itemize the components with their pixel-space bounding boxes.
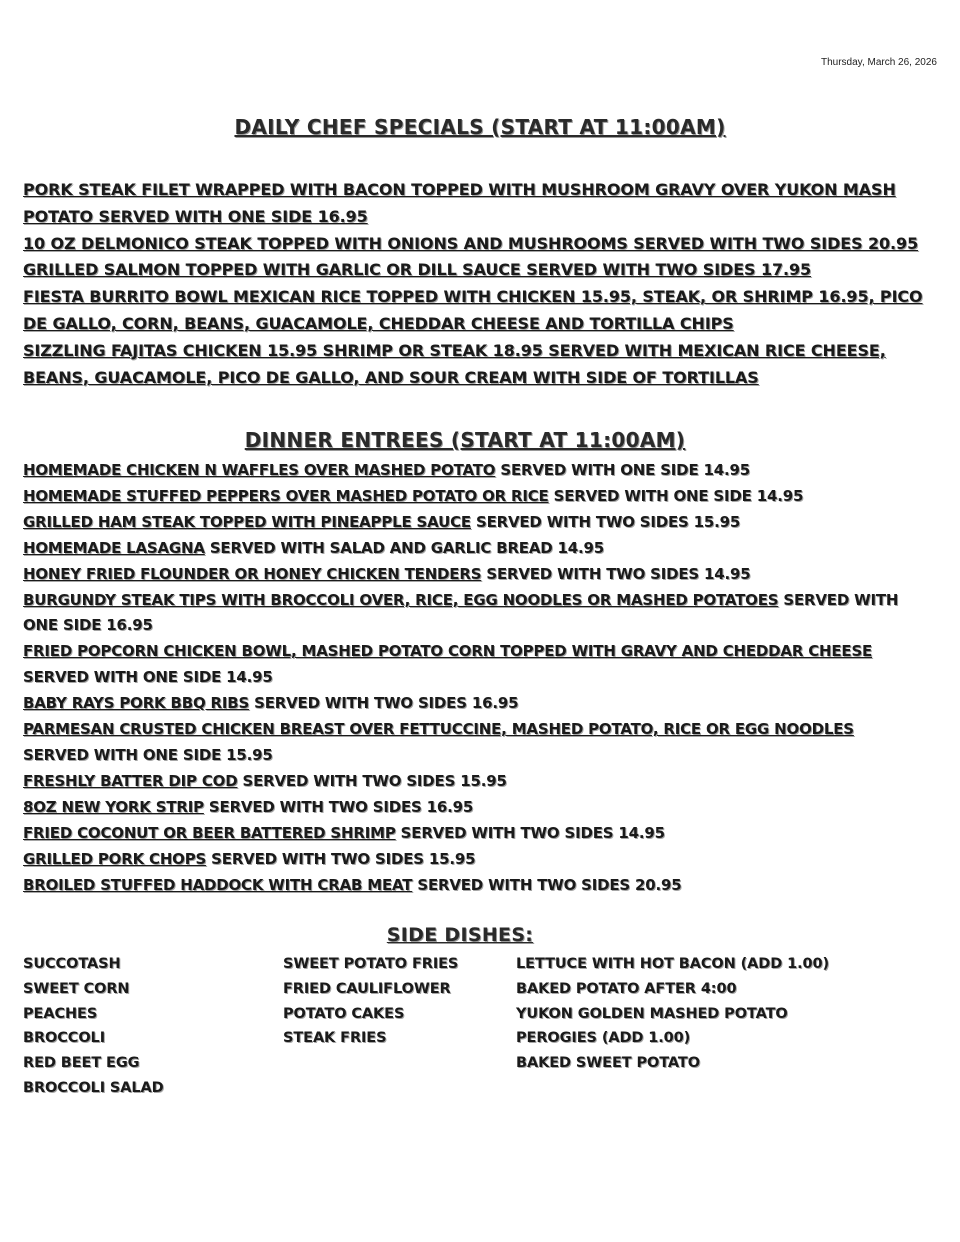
specials-heading: DAILY CHEF SPECIALS (START AT 11:00AM)	[234, 115, 726, 139]
dinner-item-name: HOMEMADE CHICKEN N WAFFLES OVER MASHED POTATO	[23, 461, 496, 479]
dinner-item	[23, 562, 903, 588]
side-item: BAKED POTATO AFTER 4:00	[516, 980, 737, 997]
dinner-item	[23, 769, 903, 795]
dinner-item-detail: SERVED WITH TWO SIDES 16.95	[249, 694, 519, 713]
dinner-item	[23, 484, 903, 510]
dinner-item	[23, 691, 903, 717]
side-item: PEACHES	[23, 1005, 98, 1022]
menu-date: Thursday, March 26, 2026	[821, 57, 937, 68]
sides-column-2	[283, 952, 458, 1051]
dinner-item-name: BURGUNDY STEAK TIPS WITH BROCCOLI OVER, RICE, EGG NOODLES OR MASHED POTATOES	[23, 590, 779, 609]
special-item: GRILLED SALMON TOPPED WITH GARLIC OR DILL SAUCE SERVED WITH TWO SIDES 17.95	[23, 260, 812, 280]
sides-column-3	[516, 952, 829, 1076]
dinner-item	[23, 639, 903, 691]
side-item: BAKED SWEET POTATO	[516, 1055, 700, 1072]
dinner-item-detail: SERVED WITH ONE SIDE 14.95	[495, 461, 750, 479]
sides-heading: SIDE DISHES:	[386, 924, 534, 946]
dinner-item	[23, 847, 903, 873]
dinner-item-name: 8OZ NEW YORK STRIP	[23, 797, 204, 816]
dinner-item	[23, 588, 903, 640]
sides-column-1	[23, 952, 164, 1101]
special-item: PORK STEAK FILET WRAPPED WITH BACON TOPPED WITH MUSHROOM GRAVY OVER YUKON MASH POTATO SERVED WITH ONE SIDE 16.95	[23, 180, 896, 226]
side-item: SUCCOTASH	[23, 956, 121, 972]
dinner-item-detail: SERVED WITH SALAD AND GARLIC BREAD 14.95	[204, 538, 604, 557]
side-item: BROCCOLI	[23, 1030, 105, 1047]
dinner-item-name: BROILED STUFFED HADDOCK WITH CRAB MEAT	[23, 875, 413, 894]
dinner-item-detail: SERVED WITH TWO SIDES 14.95	[481, 564, 751, 583]
special-item: FIESTA BURRITO BOWL MEXICAN RICE TOPPED WITH CHICKEN 15.95, STEAK, OR SHRIMP 16.95, PICO DE GALLO, CORN, BEANS, GUACAMOLE, CHEDDAR CHEESE AND TORTILLA CHIPS	[23, 287, 923, 333]
specials-list	[23, 177, 938, 391]
dinner-item-detail: SERVED WITH ONE SIDE 15.95	[23, 745, 273, 764]
special-item: SIZZLING FAJITAS CHICKEN 15.95 SHRIMP OR STEAK 18.95 SERVED WITH MEXICAN RICE CHEESE, BEANS, GUACAMOLE, PICO DE GALLO, AND SOUR CREAM WITH SIDE OF TORTILLAS	[23, 340, 886, 387]
dinner-heading: DINNER ENTREES (START AT 11:00AM)	[244, 428, 686, 452]
side-item: FRIED CAULIFLOWER	[283, 980, 451, 997]
side-item: YUKON GOLDEN MASHED POTATO	[516, 1005, 788, 1022]
side-item: POTATO CAKES	[283, 1005, 405, 1022]
side-item: LETTUCE WITH HOT BACON (ADD 1.00)	[516, 956, 829, 972]
dinner-item-detail: SERVED WITH TWO SIDES 15.95	[470, 512, 741, 531]
dinner-item-name: FRESHLY BATTER DIP COD	[23, 771, 238, 790]
dinner-item-name: GRILLED HAM STEAK TOPPED WITH PINEAPPLE SAUCE	[23, 512, 471, 531]
side-item: PEROGIES (ADD 1.00)	[516, 1030, 691, 1047]
dinner-item-detail: SERVED WITH TWO SIDES 15.95	[206, 849, 476, 868]
dinner-item	[23, 821, 903, 847]
dinner-item-detail: SERVED WITH TWO SIDES 14.95	[395, 823, 665, 842]
dinner-item	[23, 795, 903, 821]
dinner-item-name: HOMEMADE LASAGNA	[23, 538, 205, 557]
dinner-item	[23, 510, 903, 536]
dinner-item-detail: SERVED WITH TWO SIDES 20.95	[412, 875, 682, 894]
dinner-item-name: HOMEMADE STUFFED PEPPERS OVER MASHED POTATO OR RICE	[23, 486, 549, 505]
dinner-item-detail: SERVED WITH TWO SIDES 16.95	[203, 797, 474, 816]
dinner-item-name: GRILLED PORK CHOPS	[23, 849, 207, 868]
dinner-item-name: HONEY FRIED FLOUNDER OR HONEY CHICKEN TENDERS	[23, 564, 482, 583]
side-item: SWEET POTATO FRIES	[283, 956, 459, 972]
side-item: BROCCOLI SALAD	[23, 1079, 164, 1096]
dinner-item-detail: SERVED WITH ONE SIDE 14.95	[548, 486, 804, 505]
dinner-item	[23, 717, 903, 769]
side-item: STEAK FRIES	[283, 1030, 387, 1047]
dinner-item	[23, 873, 903, 899]
special-item: 10 OZ DELMONICO STEAK TOPPED WITH ONIONS AND MUSHROOMS SERVED WITH TWO SIDES 20.95	[23, 233, 919, 253]
dinner-list	[23, 458, 903, 898]
side-item: SWEET CORN	[23, 980, 130, 997]
dinner-item-detail: SERVED WITH ONE SIDE 14.95	[23, 668, 273, 687]
dinner-item	[23, 458, 903, 484]
dinner-item-name: FRIED COCONUT OR BEER BATTERED SHRIMP	[23, 823, 396, 842]
dinner-item	[23, 536, 903, 562]
dinner-item-name: BABY RAYS PORK BBQ RIBS	[23, 694, 250, 713]
dinner-item-name: PARMESAN CRUSTED CHICKEN BREAST OVER FETTUCCINE, MASHED POTATO, RICE OR EGG NOODLES	[23, 720, 854, 739]
dinner-item-detail: SERVED WITH TWO SIDES 15.95	[237, 771, 507, 790]
side-item: RED BEET EGG	[23, 1055, 140, 1072]
dinner-item-detail: SERVED WITH ONE SIDE 16.95	[23, 590, 899, 635]
dinner-item-name: FRIED POPCORN CHICKEN BOWL, MASHED POTATO CORN TOPPED WITH GRAVY AND CHEDDAR CHEESE	[23, 642, 873, 661]
